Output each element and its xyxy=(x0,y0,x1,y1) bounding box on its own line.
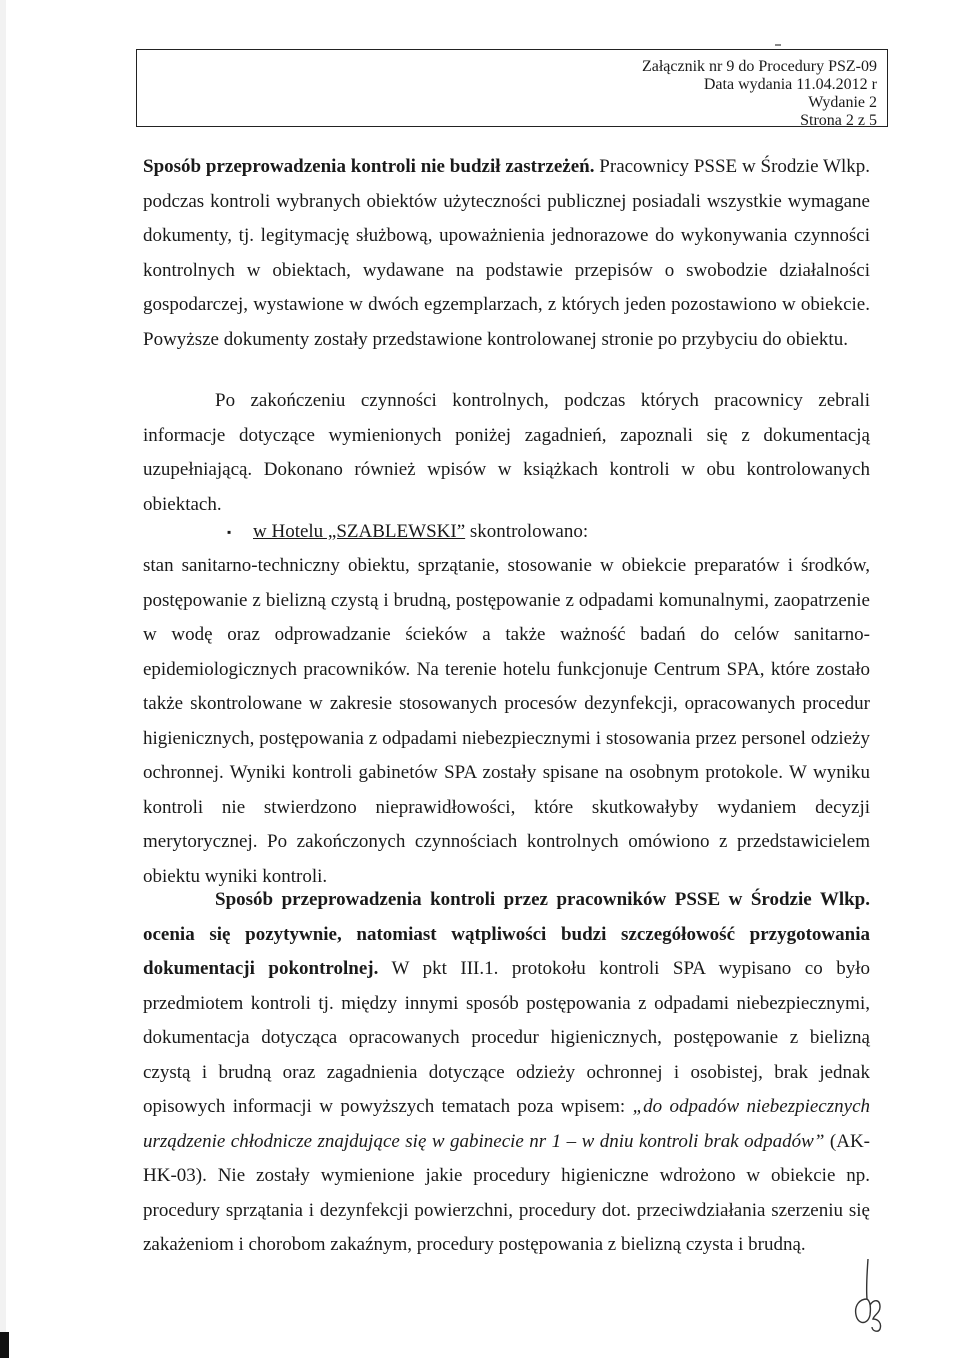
handwritten-initials xyxy=(840,1255,896,1335)
paragraph-4-quote: „do odpadów niebezpiecznych urządzenie chłodnicze znajdujące się w gabinecie nr 1 – w dniu kontroli brak odpadów” xyxy=(143,1096,871,1152)
paragraph-4 xyxy=(143,883,870,1263)
header-lines xyxy=(642,58,877,130)
paragraph-4-bold: Sposób przeprowadzenia kontroli przez pracowników PSSE w Środzie Wlkp. ocenia się pozytywnie, natomiast wątpliwości budzi szczegółowość przygotowania dokumentacji pokontrolnej. xyxy=(143,889,870,979)
paragraph-1-bold: Sposób przeprowadzenia kontroli nie budził zastrzeżeń. xyxy=(143,156,595,177)
page-edge xyxy=(0,0,6,1358)
bullet-text: skontrolowano: xyxy=(465,521,589,542)
scan-corner-mark xyxy=(0,1332,9,1358)
bullet-hotel-name: w Hotelu „SZABLEWSKI” xyxy=(253,521,466,542)
header-attachment: Załącznik nr 9 do Procedury PSZ-09 xyxy=(641,58,877,75)
scan-artifact xyxy=(775,44,781,46)
paragraph-2: Po zakończeniu czynności kontrolnych, podczas których pracownicy zebrali informacje dotyczące wymienionych poniżej zagadnień, zapoznali się z dokumentacją uzupełniającą. Dokonano również wpisów w książkach kontroli w obu kontrolowanych obiektach. xyxy=(143,390,870,515)
paragraph-1-text: Pracownicy PSSE w Środzie Wlkp. podczas kontroli wybranych obiektów użyteczności publicznej posiadali wszystkie wymagane dokumenty, tj. legitymację służbową, upoważnienia jednorazowe do wykonywania czynności kontrolnych w obiektach, wydawane na podstawie przepisów o swobodzie działalności gospodarczej, wystawione w dwóch egzemplarzach, z których jeden pozostawiono w obiekcie. Powyższe dokumenty zostały przedstawione kontrolowanej stronie po przybyciu do obiektu. xyxy=(143,156,870,350)
header-page-number: Strona 2 z 5 xyxy=(800,112,877,129)
paragraph-4-end: (AK-HK-03). Nie zostały wymienione jakie procedury higieniczne wdrożono w obiekcie np. procedury sprzątania i dezynfekcji powierzchni, procedury dot. przeciwdziałania szerzeniu się zakażeniom i chorobom zakaźnym, procedury postępowania z bielizną czysta i brudną. xyxy=(143,1130,870,1255)
bullet-hotel xyxy=(143,515,870,550)
document-header-box xyxy=(136,49,888,127)
header-issue-date: Data wydania 11.04.2012 r xyxy=(703,76,877,93)
header-edition: Wydanie 2 xyxy=(808,94,877,111)
paragraph-1 xyxy=(143,150,870,357)
bullet-icon: ▪ xyxy=(227,525,232,540)
paragraph-3: stan sanitarno-techniczny obiektu, sprzątanie, stosowanie w obiekcie preparatów i środków, postępowanie z bielizną czystą i brudną, postępowanie z odpadami komunalnymi, zaopatrzenie w wodę oraz odprowadzanie ścieków a także ważność badań do celów sanitarno-epidemiologicznych pracowników. Na terenie hotelu funkcjonuje Centrum SPA, które zostało także skontrolowane w zakresie stosowanych procesów dezynfekcji, opracowanych procedur higienicznych, postępowania z odpadami niebezpiecznymi i stosowania przez personel odzieży ochronnej. Wyniki kontroli gabinetów SPA zostały spisane na osobnym protokole. W wyniku kontroli nie stwierdzono nieprawidłowości, które skutkowałyby wydaniem decyzji merytorycznej. Po zakończonych czynnościach kontrolnych omówiono z przedstawicielem obiektu wyniki kontroli. xyxy=(143,555,870,887)
paragraph-4-text: W pkt III.1. protokołu kontroli SPA wypisano co było przedmiotem kontroli tj. między innymi sposób postępowania z odpadami niebezpiecznymi, dokumentacja dotycząca opracowanych procedur higienicznych, postępowanie z bielizną czystą i brudną oraz zagadnienia dotyczące odzieży ochronnej i osobistej, brak jednak opisowych informacji w powyższych tematach poza wpisem: xyxy=(143,958,870,1117)
